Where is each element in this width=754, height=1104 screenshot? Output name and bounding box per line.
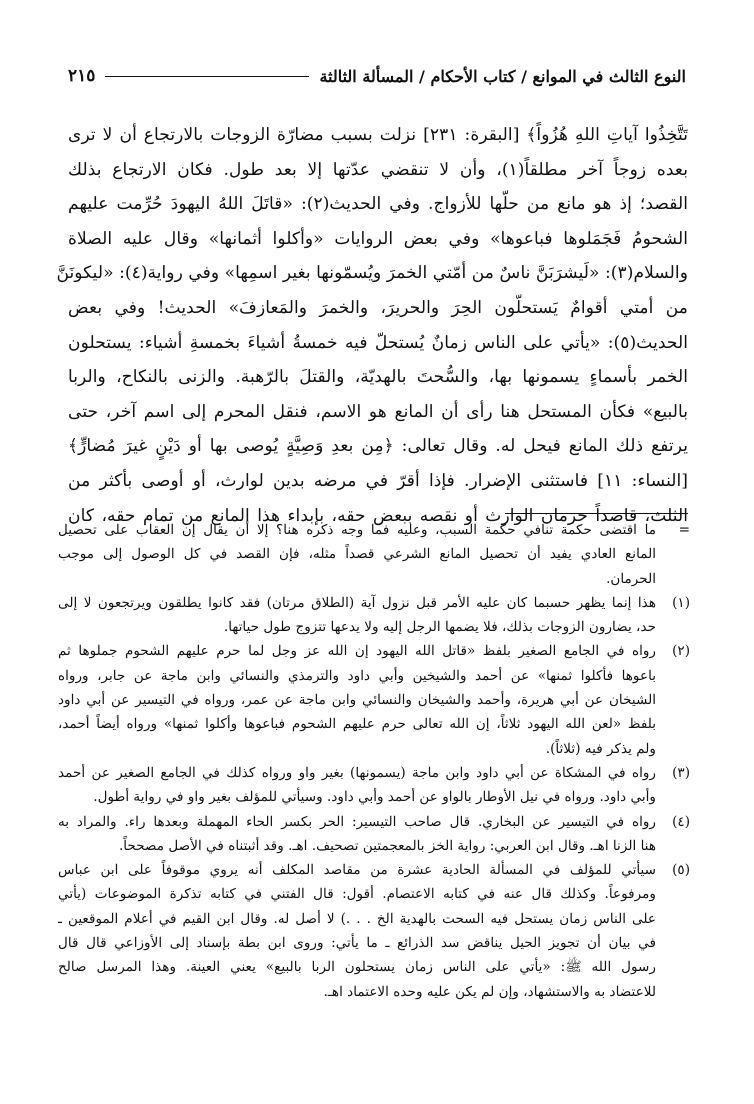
footnote-continued	[58, 518, 690, 591]
footnote-line: رواه في المشكاة عن أبي داود وابن ماجة (يسمونها) بغير واو ورواه كذلك في الجامع الصغير عن أحمد	[58, 764, 656, 781]
footnote-line: باعوها فأكلوا ثمنها» عن أحمد والشيخين وأبي داود والترمذي والنسائي وابن ماجة عن جابر، ورواه	[58, 667, 656, 684]
footnote-line: ما اقتضى حكمة تنافي حكمة السبب، وعليه فما وجه ذكره هنا؟ إلا أن يقال إن العقاب على تحصيل	[58, 522, 656, 538]
footnote-line: وأبي داود. ورواه في نيل الأوطار بالواو عن أحمد وأبي داود. وسيأتي للمؤلف بغير واو في رواية أطول.	[93, 789, 656, 806]
footnote-marker: (٣)	[672, 764, 690, 781]
footnote-separator	[505, 513, 688, 514]
text-line: بعده زوجاً آخر مطلقاً(١)، وأن لا تنقضي عدّتها إلا بعد طول. فكان الارتجاع بذلك	[68, 159, 688, 180]
footnote-line: ومرفوعاً. وكذلك قال عنه في كتابه الاعتصام. أقول: قال الفتني في كتابه تذكرة الموضوعات (يأتي	[58, 886, 656, 903]
text-line: الحديث(٥): «يأتي على الناس زمانٌ يُستحلّ فيه خمسةُ أشياءَ بخمسةِ أشياء: يستحلون	[68, 332, 688, 353]
footnote-line: رواه في الجامع الصغير بلفظ «قاتل الله اليهود إن الله عز وجل لما حرم عليهم الشحوم جملوها ثم	[58, 643, 656, 660]
footnote-2	[58, 639, 690, 760]
footnote-line: رواه في التيسير عن البخاري. قال صاحب التيسير: الحر بكسر الحاء المهملة وبعدها راء. والمراد به	[58, 813, 656, 830]
text-line: من أمتي أقوامٌ يَستحلّون الحِرَ والحريرَ، والخمرَ والمَعازفَ» الحديث! وفي بعض	[68, 297, 688, 318]
text-line: الخمر بأسماءٍ يسمونها بها، والسُّحتَ بالهديّة، والقتلَ بالرّهبة. والزنى بالنكاح، والربا	[68, 367, 688, 388]
footnote-line: الحرمان.	[606, 570, 656, 587]
text-line: [النساء: ١١] فاستثنى الإضرار. فإذا أقرّ في مرضه بدين لوارث، أو أوصى بأكثر من	[68, 470, 689, 491]
text-line: الثلث، قاصداً حرمان الوارث أو نقصه ببعض حقه، بإبداء هذا المانع من تمام حقه، كان	[68, 505, 688, 526]
footnote-marker: =	[678, 522, 690, 538]
text-line: بالبيع» فكأن المستحل هنا رأى أن المانع هو الاسم، فنقل المحرم إلى اسم آخر، حتى	[68, 401, 688, 422]
footnote-marker: (٤)	[672, 813, 690, 830]
footnote-line: على الناس زمان يستحل فيه السحت بالهدية الخ . . .) لا أصل له. وقال ابن القيم في أعلام الموقعين ـ	[58, 910, 656, 927]
footnote-marker: (٢)	[672, 643, 690, 660]
footnote-marker: (٥)	[672, 862, 690, 879]
running-header	[68, 66, 686, 86]
footnote-line: للاعتضاد به والاستشهاد، وإن لم يكن عليه وحده الاعتماد اهـ.	[323, 983, 656, 1000]
page-number: ٢١٥	[68, 66, 96, 86]
text-line: تَتَّخِذُوا آياتِ اللهِ هُزُواً﴾ [البقرة: ٢٣١] نزلت بسبب مضارّة الزوجات بالارتجاع أن لا ترى	[68, 125, 688, 145]
footnote-1	[58, 591, 690, 640]
text-line: والسلام(٣): «لَيشرَبَنَّ ناسٌ من أمّتي الخمرَ ويُسمّونها بغير اسمِها» وفي رواية(٤): «ليكونَنَّ	[56, 263, 688, 284]
footnote-marker: (١)	[672, 594, 690, 611]
footnote-line: الشيخان عن أبي هريرة، وأحمد والشيخان والنسائي وابن ماجة عن عمر، ورواه في التيسير عن أبي داود	[58, 692, 656, 709]
main-text	[56, 118, 689, 533]
footnote-line: رسول الله ﷺ: «يأتي على الناس زمان يستحلون الربا بالبيع» يعني العينة. وهذا المرسل صالح	[58, 959, 656, 976]
footnote-3	[58, 761, 690, 810]
text-line: الشحومُ فَجَمَلوها فباعوها» وفي بعض الروايات «وأكلوا أثمانها» وقال عليه الصلاة	[68, 228, 688, 249]
footnote-line: ولم يذكر فيه (ثلاثاً).	[545, 740, 656, 757]
text-line: القصد؛ إذ هو مانع من حلّها للأزواج. وفي الحديث(٢): «قاتَلَ اللهُ اليهودَ حُرِّمت عليهم	[68, 194, 689, 215]
footnotes	[58, 518, 690, 1004]
footnote-line: حد، يضارون الزوجات بذلك، فلا يضمها الرجل إليه ولا يدعها تتزوج طول حياتها.	[223, 619, 656, 636]
footnote-line: سيأتي للمؤلف في المسألة الحادية عشرة من مقاصد المكلف أنه يروي موقوفاً على ابن عباس	[58, 862, 656, 879]
text-line: يرتفع ذلك المانع فيحل له. وقال تعالى: ﴿مِن بعدِ وَصِيَّةٍ يُوصى بها أو دَيْنٍ غيرَ مُضارٍّ﴾	[68, 436, 688, 457]
footnote-4	[58, 810, 690, 859]
footnote-line: هنا الزنا اهـ. وقال ابن العربي: رواية الخز بالمعجمتين تصحيف. اهـ. وقد أثبتناه في الأصل مصححاً.	[118, 837, 656, 854]
footnote-line: في بيان أن تجويز الحيل يناقض سد الذرائع ـ ما يأتي: وروى ابن بطة بإسناد إلى الأوزاعي قال قال	[58, 935, 656, 952]
footnote-line: بلفظ «لعن الله اليهود ثلاثاً، إن الله تعالى حرم عليهم الشحوم فباعوها وأكلوا ثمنها» ورواه أيضاً أحمد،	[58, 716, 656, 733]
footnote-line: هذا إنما يظهر حسبما كان عليه الأمر قبل نزول آية (الطلاق مرتان) فقد كانوا يطلقون ويرتجعون لا إلى	[58, 594, 656, 611]
footnote-5	[58, 858, 690, 1004]
header-rule	[105, 75, 309, 77]
footnote-line: المانع العادي يفيد أن تحصيل المانع الشرعي قصداً مثله، فإن القصد في كل الوصول إلى موجب	[58, 546, 656, 563]
header-title: النوع الثالث في الموانع / كتاب الأحكام / المسألة الثالثة	[319, 66, 686, 86]
